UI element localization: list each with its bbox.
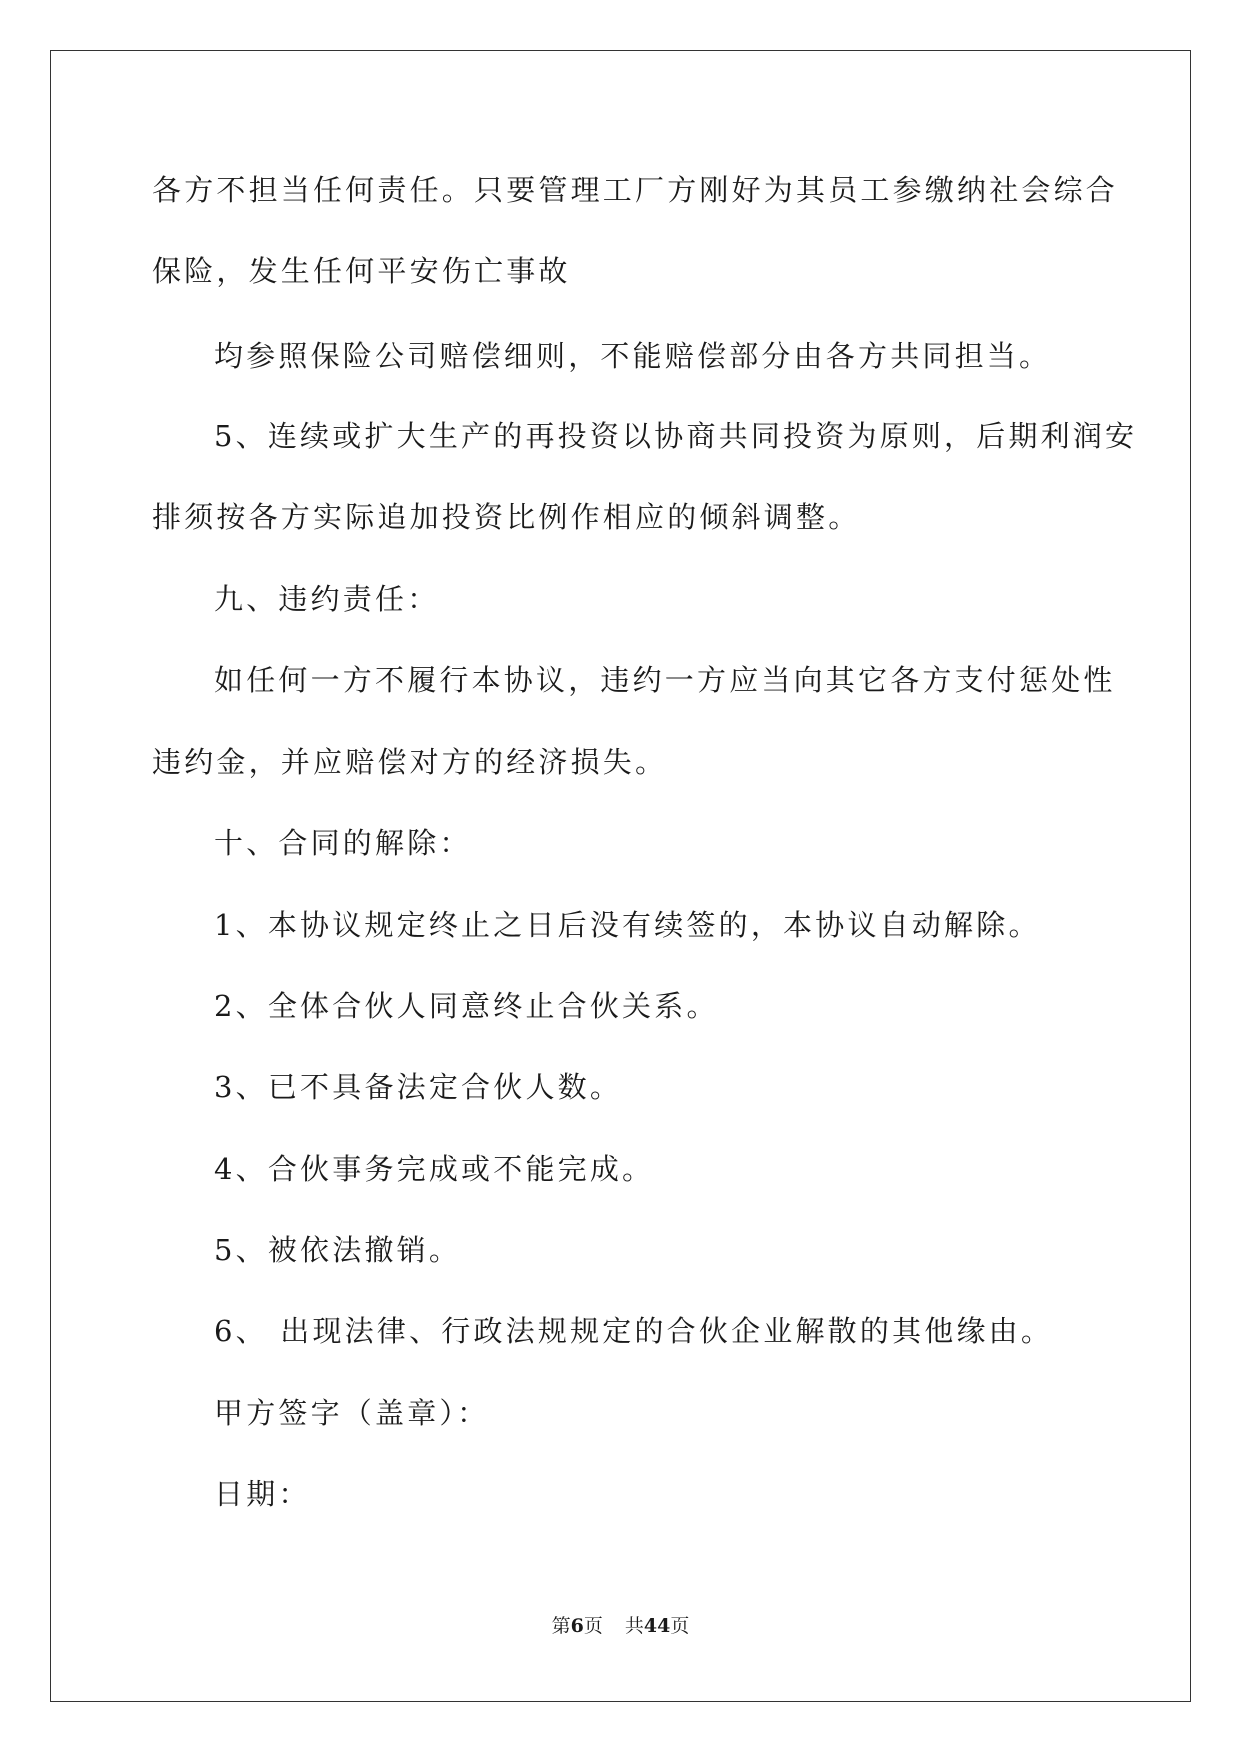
- text-line: 如任何一方不履行本协议，违约一方应当向其它各方支付惩处性: [214, 663, 1116, 697]
- list-item: 6、 出现法律、行政法规规定的合伙企业解散的其他缘由。: [214, 1314, 1054, 1348]
- signature-label: 甲方签字（盖章）：: [214, 1396, 490, 1430]
- page-footer: [0, 1613, 1241, 1639]
- text-line: 排须按各方实际追加投资比例作相应的倾斜调整。: [152, 500, 861, 534]
- date-label: 日期：: [214, 1477, 311, 1511]
- total-suffix: 页: [670, 1615, 690, 1637]
- total-prefix: 共: [624, 1615, 644, 1637]
- section-heading: 九、违约责任：: [214, 582, 440, 616]
- text-line: 均参照保险公司赔偿细则，不能赔偿部分由各方共同担当。: [214, 339, 1052, 373]
- page-suffix: 页: [583, 1615, 603, 1637]
- page-number: 6: [570, 1615, 584, 1637]
- total-pages: 44: [643, 1615, 671, 1637]
- section-heading: 十、合同的解除：: [214, 826, 472, 860]
- text-line: 各方不担当任何责任。只要管理工厂方刚好为其员工参缴纳社会综合: [152, 173, 1119, 207]
- text-line: 违约金，并应赔偿对方的经济损失。: [152, 745, 668, 779]
- page-border: [50, 50, 1191, 1702]
- list-item: 1、本协议规定终止之日后没有续签的，本协议自动解除。: [214, 908, 1041, 942]
- text-line: 5、连续或扩大生产的再投资以协商共同投资为原则，后期利润安: [214, 419, 1138, 453]
- list-item: 5、被依法撤销。: [214, 1233, 462, 1267]
- list-item: 4、合伙事务完成或不能完成。: [214, 1152, 655, 1186]
- page-prefix: 第: [551, 1615, 571, 1637]
- list-item: 3、已不具备法定合伙人数。: [214, 1070, 623, 1104]
- text-line: 保险，发生任何平安伤亡事故: [152, 254, 571, 288]
- list-item: 2、全体合伙人同意终止合伙关系。: [214, 989, 719, 1023]
